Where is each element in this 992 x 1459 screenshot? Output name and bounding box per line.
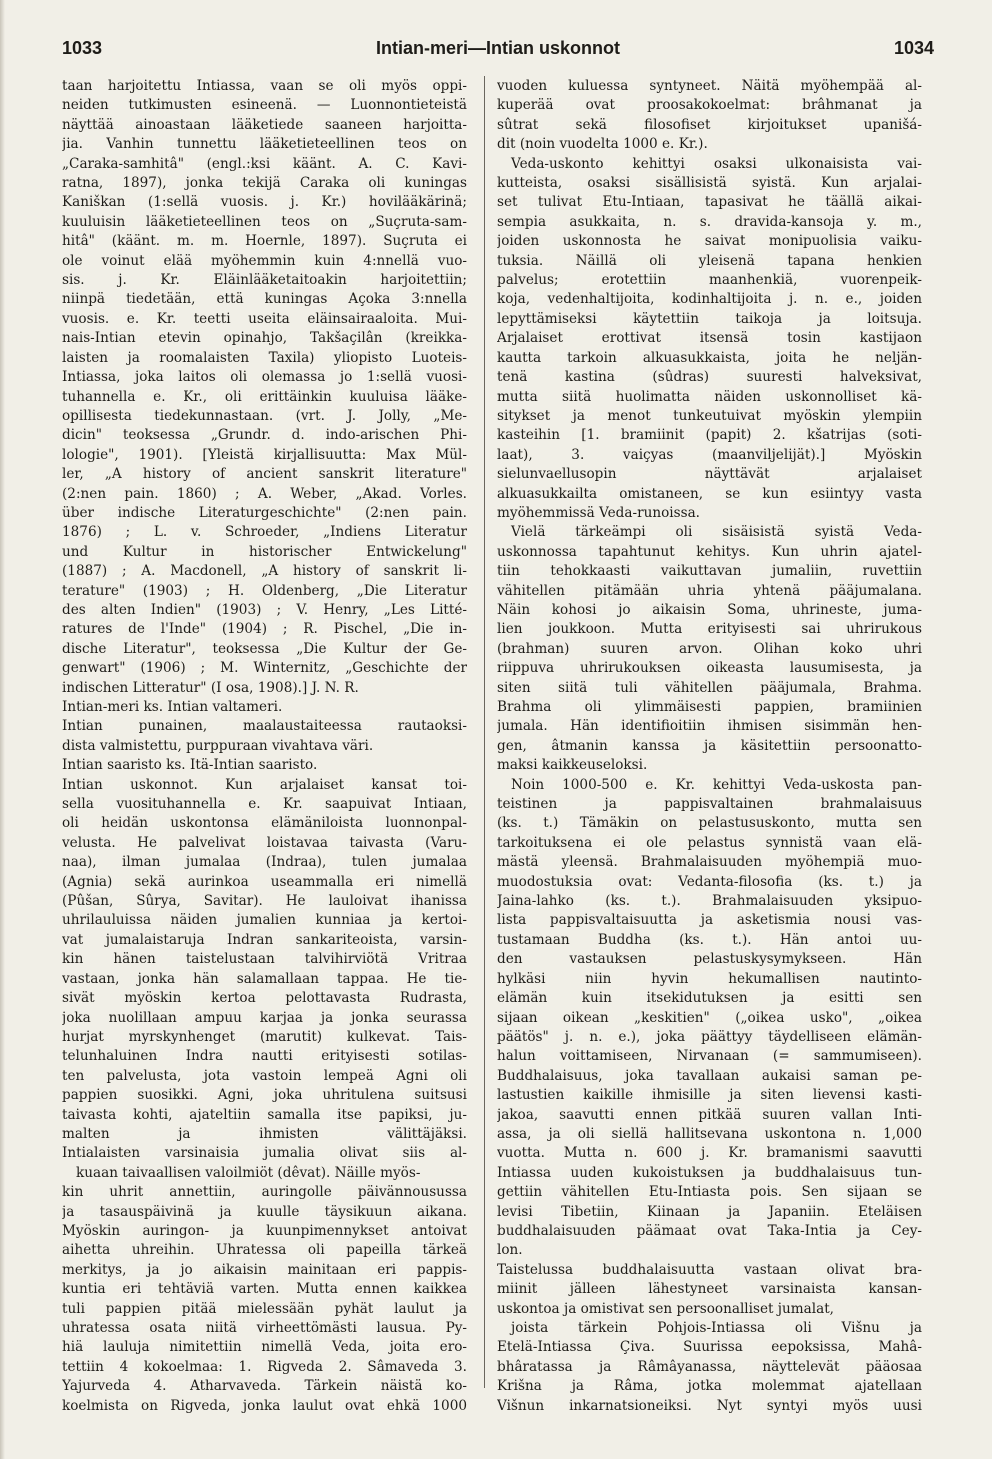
text-line: dische Literatur", teoksessa „Die Kultur der Ge- [62,640,467,657]
text-line: telunhaluinen Indra nautti erityisesti sotilas- [62,1048,467,1065]
text-line: kutteista, osaksi sisällisistä syistä. Kun arjalai- [497,175,922,192]
text-line: naa), ilman jumalaa (Indraa), tulen jumalaa [62,854,467,871]
text-line: und Kultur in historischer Entwickelung" [62,543,467,560]
text-line: Kaniškan (1:sellä vuosis. j. Kr.) hovilääkärinä; [62,194,467,211]
text-line: sempia asukkaita, n. s. dravida-kansoja y. m., [497,213,922,230]
text-line: vuotta. Mutta n. 600 j. Kr. bramanismi saavutti [497,1145,922,1162]
text-line: miinit jälleen lähestyneet varsinaista kansan- [497,1281,922,1298]
text-line: mästä yleensä. Brahmalaisuuden myöhempiä muo- [497,854,922,871]
text-line: dista valmistettu, purppuraan vivahtava väri. [62,737,374,754]
text-line: Veda-uskonto kehittyi osaksi ulkonaisista vai- [511,155,922,172]
text-line: tuhannella e. Kr., oli erittäinkin kuuluisa lääke- [62,388,467,405]
text-line: jakoa, saavutti ennen pitkää suuren vallan Inti- [497,1106,922,1123]
text-line: näyttää ainoastaan lääketiede saaneen harjoitta- [62,116,467,133]
text-line: lista pappisvaltaisuutta ja asketismia nousi vas- [497,912,922,929]
text-line: teistinen ja pappisvaltainen brahmalaisuus [497,796,922,813]
text-line: lepyttämiseksi käytettiin taikoja ja loitsuja. [497,310,922,327]
text-line: sijaan oikean „keskitien" („oikea usko", „oikea [497,1009,922,1026]
text-line: kuntia eri tehtäviä varten. Mutta ennen kaikkea [62,1281,467,1298]
text-line: Arjalaiset erottivat itsensä tosin kastijaon [497,330,922,347]
text-line: ratures de l'Inde" (1904) ; R. Pischel, „Die in- [62,621,467,638]
text-line: kuuluisin lääketieteellinen teos on „Suçruta-sam- [62,213,467,230]
text-line: tarkoituksena ei ole pelastus synnistä vaan elä- [497,834,922,851]
page-header [62,38,934,64]
text-line: Taistelussa buddhalaisuutta vastaan olivat bra- [497,1261,922,1278]
text-line: neiden tutkimusten esineenä. — Luonnontieteistä [62,97,467,114]
text-line: Intialaisten varsinaisia jumalia olivat siis al- [62,1145,467,1162]
text-line: tustamaan Buddha (ks. t.). Hän antoi uu- [497,931,922,948]
text-line: (brahman) suuren arvon. Olihan koko uhri [497,640,922,657]
text-line: lologie", 1901). [Yleistä kirjallisuutta: Max Mül- [62,446,467,463]
text-line: tiin tehokkaasti vaikuttavan jumaliin, ruvettiin [497,563,922,580]
text-line: indischen Litteratur" (I osa, 1908).] J. N. R. [62,679,359,696]
text-line: kin hänen taistelustaan talvihirviötä Vritraa [62,951,467,968]
text-line: koja, vedenhaltijoita, kodinhaltijoita j. n. e., joiden [497,291,922,308]
text-line: joka nuolillaan ampuu karjaa ja jonka seurassa [62,1009,467,1026]
text-line: hitâ" (käänt. m. m. Hoernle, 1897). Suçruta ei [62,233,467,250]
text-line: kautta tarkoin alkuasukkaista, joita he neljän- [497,349,922,366]
right-text-column [497,77,922,1416]
text-line: sûtrat sekä filosofiset kirjoitukset upanišá- [497,116,922,133]
text-line: Intiassa uuden kukoistuksen ja buddhalaisuus tun- [497,1164,922,1181]
text-line: Intiassa, joka laitos oli olemassa jo 1:sellä vuosi- [62,369,467,386]
text-line: tuksia. Näillä oli yleisenä tapana henkien [497,252,922,269]
text-line: sis. j. Kr. Eläinlääketaitoakin harjoitettiin; [62,272,467,289]
text-line: taivasta kohti, ajateltiin samalla itse papiksi, ju- [62,1106,467,1123]
page-binding-shadow [0,0,5,1459]
text-line: lien joukkoon. Mutta erityisesti sai uhrirukous [497,621,922,638]
text-line: riippuva uhrirukouksen oikeasta lausumisesta, ja [497,660,922,677]
text-line: gen, âtmanin kanssa ja käsitettiin persoonatto- [497,737,922,754]
text-line: malten ja ihmisten välittäjäksi. [62,1125,467,1142]
column-divider [484,76,485,1388]
text-line: merkitys, ja jo aikaisin mainitaan eri pappis- [62,1261,467,1278]
text-line: hurjat myrskynhenget (marutit) kulkevat. Tais- [62,1028,467,1045]
text-line: (Agnia) sekä aurinkoa useammalla eri nimellä [62,873,467,890]
page-number-left: 1033 [62,38,103,58]
text-line: hylkäsi niin hyvin hekumallisen nautinto- [497,970,922,987]
text-line: Krišna ja Râma, jotka molemmat ajatellaan [497,1378,922,1395]
text-line: niinpä tiedetään, että kuningas Açoka 3:nnella [62,291,467,308]
text-line: mutta siitä huolimatta näiden uskonnolliset kä- [497,388,922,405]
text-line: sitykset ja menot tunkeutuivat myöskin ylempiin [497,407,922,424]
text-line: nais-Intian etevin opinahjo, Takšaçilân (kreikka- [62,330,467,347]
text-line: gettiin vähitellen Etu-Intiasta pois. Sen sijaan se [497,1184,922,1201]
text-line: vuoden kuluessa syntyneet. Näitä myöhempää al- [497,78,922,94]
text-line: opillisesta tiedekunnastaan. (vrt. J. Jolly, „Me- [62,407,467,424]
text-line: dicin" teoksessa „Grundr. d. indo-arischen Phi- [62,427,467,444]
text-line: tuli pappien pitää mielessään pyhät laulut ja [62,1300,467,1317]
text-line: vat jumalaistaruja Indran sankariteoista, varsin- [62,931,467,948]
text-line: kuperää ovat proosakokoelmat: brâhmanat ja [497,97,922,114]
text-line: sivät myöskin kertoa pelottavasta Rudrasta, [62,990,467,1007]
text-line: aihetta uhreihin. Uhratessa oli papeilla tärkeä [62,1242,467,1259]
text-line: halun voittamiseen, Nirvanaan (= sammumiseen). [497,1048,922,1065]
text-line: sielunvaellusopin näyttävät arjalaiset [497,466,922,483]
text-line: vastaan, jonka hän salamallaan tappaa. He tie- [62,970,467,987]
text-line: vuosis. e. Kr. teetti useita eläinsairaaloita. Mui- [62,310,467,327]
text-line: Vielä tärkeämpi oli sisäisistä syistä Veda- [511,524,922,541]
text-line: (Pûšan, Sûrya, Savitar). He lauloivat ihanissa [62,893,467,910]
text-line: myöhemmissä Veda-runoissa. [497,504,700,521]
text-line: kin uhrit annettiin, auringolle päivännousussa [62,1184,467,1201]
text-line: genwart" (1906) ; M. Winternitz, „Geschichte der [62,660,467,677]
text-line: „Caraka-samhitâ" (engl.:ksi käänt. A. C. Kavi- [62,155,467,172]
text-line: (ks. t.) Tämäkin on pelastususkonto, mutta sen [497,815,922,832]
text-line: sella vuosituhannella e. Kr. saapuivat Intiaan, [62,796,467,813]
text-line: terature" (1903) ; H. Oldenberg, „Die Literatur [62,582,467,599]
text-line: levisi Tibetiin, Kiinaan ja Japaniin. Eteläisen [497,1203,922,1220]
text-line: vähitellen pitämään uhria yhtenä pääjumalana. [497,582,922,599]
text-line: ratna, 1897), jonka tekijä Caraka oli kuningas [62,175,467,192]
text-line: päätös" j. n. e.), joka päättyy täydelliseen elämän- [497,1028,922,1045]
text-line: Intian-meri ks. Intian valtameri. [62,699,283,715]
text-line: dit (noin vuodelta 1000 e. Kr.). [497,136,708,153]
text-line: laat), 3. vaiçyas (maanviljelijät).] Myöskin [497,446,922,463]
page-number-right: 1034 [893,38,934,58]
text-line: lon. [497,1242,523,1259]
text-line: alkuasukkailta omistaneen, se kun esiintyy vasta [497,485,922,502]
text-line: buddhalaisuuden päämaat ovat Taka-Intia ja Cey- [497,1222,922,1239]
text-line: bhâratassa ja Râmâyanassa, näyttelevät pääosaa [497,1358,922,1375]
text-line: Višnun inkarnatsioneiksi. Nyt syntyi myös uusi [497,1397,922,1414]
text-line: Buddhalaisuus, joka tavallaan aukaisi saman pe- [497,1067,922,1084]
text-line: lastustien kaikille ihmisille ja siten lievensi kasti- [497,1087,922,1104]
text-line: uskontoa ja omistivat sen persoonalliset jumalat, [497,1300,834,1317]
text-line: Myöskin auringon- ja kuunpimennykset antoivat [62,1222,467,1239]
text-line: set tulivat Etu-Intiaan, tapasivat he täällä aikai- [497,194,922,211]
text-line: kuaan taivaallisen valoilmiöt (dêvat). Näille myös- [76,1164,421,1181]
text-line: assa, ja oli siellä hallitsevana uskontona n. 1,000 [497,1125,922,1142]
text-line: den vastauksen pelastuskysymykseen. Hän [497,951,922,968]
text-line: jumala. Hän identifioitiin ihmisen sisimmän hen- [497,718,922,735]
text-line: muodostuksia ovat: Vedanta-filosofia (ks. t.) ja [497,873,922,890]
text-line: joista tärkein Pohjois-Intiassa oli Višnu ja [511,1320,922,1336]
text-line: tettiin 4 kokoelmaa: 1. Rigveda 2. Sâmaveda 3. [62,1358,467,1375]
text-line: ler, „A history of ancient sanskrit literature" [62,466,467,483]
text-line: Noin 1000-500 e. Kr. kehittyi Veda-uskosta pan- [511,776,922,793]
text-line: jia. Vanhin tunnettu lääketieteellinen teos on [62,136,467,153]
text-line: velusta. He palvelivat loistavaa taivasta (Varu- [62,834,467,851]
text-line: über indische Literaturgeschichte" (2:nen pain. [62,504,467,521]
text-line: laisten ja roomalaisten Taxila) yliopisto Luoteis- [62,349,467,366]
text-line: ja tasauspäivinä ja kuulle täysikuun aikana. [62,1203,467,1220]
text-line: Etelä-Intiassa Çiva. Suurissa eepoksissa, Mahâ- [497,1339,922,1356]
text-line: joiden uskonnosta he saivat monipuolisia vaiku- [497,233,922,250]
text-line: maksi kaikkeuseloksi. [497,757,648,774]
text-line: 1876) ; L. v. Schroeder, „Indiens Literatur [62,524,467,541]
text-line: palvelus; erotettiin maanhenkiä, vuorenpeik- [497,272,922,289]
text-line: koelmista on Rigveda, jonka laulut ovat ehkä 1000 [62,1397,467,1414]
text-line: (2:nen pain. 1860) ; A. Weber, „Akad. Vorles. [62,485,467,502]
text-line: siten siitä tuli vähitellen pääjumala, Brahma. [497,679,922,696]
text-line: Näin kohosi jo aikaisin Soma, uhrineste, juma- [497,601,922,618]
text-line: hiä lauluja nimitettiin nimellä Veda, joita ero- [62,1339,467,1356]
text-line: Yajurveda 4. Atharvaveda. Tärkein näistä ko- [62,1378,467,1395]
text-line: uhratessa osata niitä virheettömästi lausua. Py- [62,1320,467,1336]
text-line: des alten Indien" (1903) ; V. Henry, „Les Litté- [62,601,467,618]
text-line: pappien suosikki. Agni, joka uhritulena suitsusi [62,1087,467,1104]
text-line: kasteihin [1. bramiinit (papit) 2. kšatrijas (soti- [497,427,922,444]
text-line: uhrilauluissa näiden jumalien kunniaa ja kertoi- [62,912,467,929]
text-line: Intian punainen, maalaustaiteessa rautaoksi- [62,718,467,735]
text-line: oli heidän uskontonsa elämäniloista luonnonpal- [62,815,467,832]
text-line: Intian uskonnot. Kun arjalaiset kansat toi- [62,776,467,793]
text-line: taan harjoitettu Intiassa, vaan se oli myös oppi- [62,78,467,94]
text-line: Intian saaristo ks. Itä-Intian saaristo. [62,757,318,774]
text-line: Jaina-lahko (ks. t.). Brahmalaisuuden yksipuo- [497,893,922,910]
text-line: Brahma oli ylimmäisesti pappien, bramiinien [497,699,922,715]
text-line: tenä kastina (sûdras) suuresti halveksivat, [497,369,922,386]
text-line: ole voinut elää myöhemmin kuin 4:nnellä vuo- [62,252,467,269]
running-title: Intian-meri—Intian uskonnot [375,38,620,58]
left-text-column [62,77,467,1416]
text-line: uskonnossa tapahtunut kehitys. Kun uhrin ajatel- [497,543,922,560]
text-line: (1887) ; A. Macdonell, „A history of sanskrit li- [62,563,467,580]
text-line: ten palvelusta, jota vastoin lempeä Agni oli [62,1067,467,1084]
text-line: elämän kuin itsekidutuksen ja esitti sen [497,990,922,1007]
